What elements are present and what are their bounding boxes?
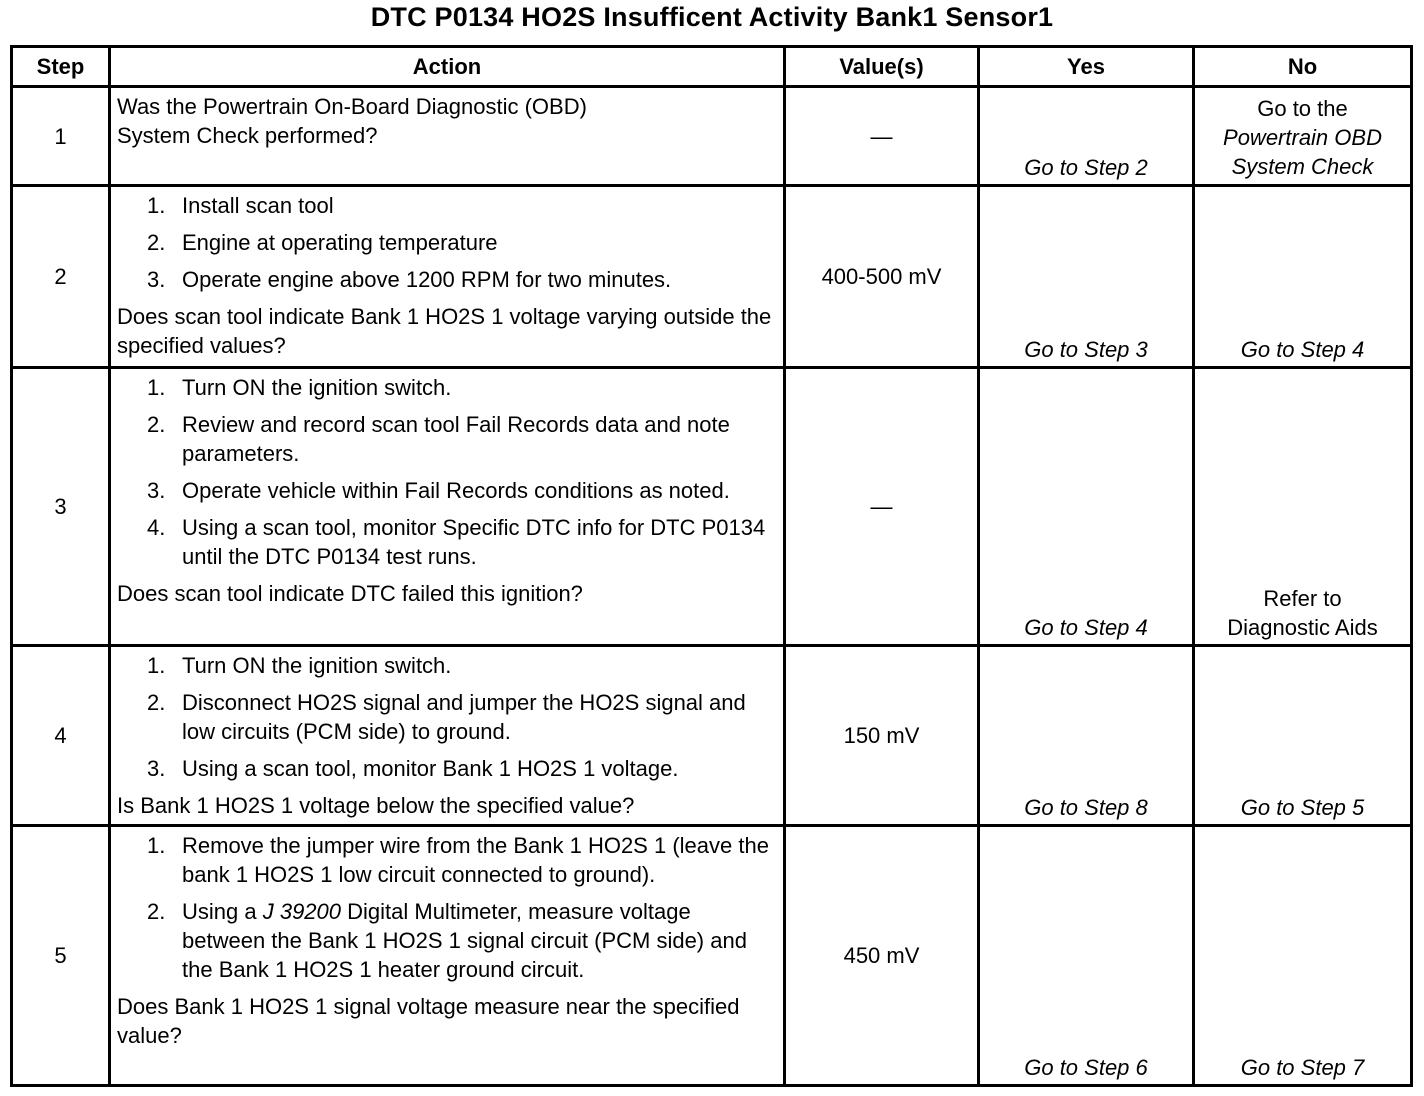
tool-name: J 39200	[262, 899, 342, 924]
value-cell: 150 mV	[785, 646, 979, 826]
action-step-item: 3. Operate vehicle within Fail Records conditions as noted.	[147, 478, 730, 503]
no-cell	[1194, 186, 1412, 368]
yes-cell	[979, 186, 1194, 368]
action-step-item: 4. Using a scan tool, monitor Specific DTC info for DTC P0134 until the DTC P0134 test runs.	[147, 515, 766, 569]
no-link[interactable]: Refer to Diagnostic Aids	[1227, 586, 1378, 640]
yes-cell	[979, 87, 1194, 186]
value-cell: 400-500 mV	[785, 186, 979, 368]
step-number: 3	[12, 368, 110, 646]
header-row	[12, 47, 1412, 87]
value-cell: —	[785, 87, 979, 186]
action-cell	[110, 368, 785, 646]
header-no: No	[1194, 47, 1412, 87]
action-step-item: 2. Using a J 39200 Digital Multimeter, measure voltage between the Bank 1 HO2S 1 signal circuit (PCM side) and the Bank 1 HO2S 1 heater ground circuit.	[147, 899, 747, 982]
no-link[interactable]: Go to Step 4	[1240, 337, 1365, 362]
action-cell	[110, 646, 785, 826]
header-action: Action	[110, 47, 785, 87]
yes-cell	[979, 646, 1194, 826]
no-cell	[1194, 826, 1412, 1086]
no-link[interactable]: Go to Step 5	[1240, 795, 1365, 820]
action-question: Does scan tool indicate DTC failed this ignition?	[117, 581, 583, 606]
action-steps	[117, 191, 777, 294]
action-cell	[110, 186, 785, 368]
yes-cell	[979, 826, 1194, 1086]
action-question: Does scan tool indicate Bank 1 HO2S 1 voltage varying outside the specified values?	[117, 304, 772, 358]
action-step-item: 1. Turn ON the ignition switch.	[147, 375, 452, 400]
action-step-item: 1. Install scan tool	[147, 193, 334, 218]
header-values: Value(s)	[785, 47, 979, 87]
table-row	[12, 186, 1412, 368]
table-row	[12, 826, 1412, 1086]
no-cell	[1194, 646, 1412, 826]
step-number: 1	[12, 87, 110, 186]
no-cell	[1194, 368, 1412, 646]
action-steps	[117, 831, 777, 984]
step-number: 2	[12, 186, 110, 368]
no-link[interactable]: Go to Step 7	[1240, 1055, 1365, 1080]
action-question: Is Bank 1 HO2S 1 voltage below the specified value?	[117, 793, 635, 818]
no-text-line1: Go to the	[1257, 96, 1348, 121]
action-question: Does Bank 1 HO2S 1 signal voltage measure near the specified value?	[117, 994, 740, 1048]
action-cell	[110, 87, 785, 186]
action-step-item: 2. Review and record scan tool Fail Records data and note parameters.	[147, 412, 730, 466]
page-title: DTC P0134 HO2S Insufficent Activity Bank1 Sensor1	[370, 2, 1054, 32]
no-cell	[1194, 87, 1412, 186]
action-step-item: 3. Using a scan tool, monitor Bank 1 HO2S 1 voltage.	[147, 756, 679, 781]
table-row	[12, 646, 1412, 826]
yes-link[interactable]: Go to Step 6	[1024, 1055, 1148, 1080]
action-question: Was the Powertrain On-Board Diagnostic (OBD) System Check performed?	[117, 94, 587, 148]
action-step-item: 3. Operate engine above 1200 RPM for two minutes.	[147, 267, 672, 292]
header-step: Step	[12, 47, 110, 87]
action-step-item: 2. Engine at operating temperature	[147, 230, 498, 255]
yes-cell	[979, 368, 1194, 646]
value-cell: 450 mV	[785, 826, 979, 1086]
yes-link[interactable]: Go to Step 8	[1024, 795, 1148, 820]
yes-link[interactable]: Go to Step 4	[1024, 615, 1148, 640]
action-step-item: 1. Turn ON the ignition switch.	[147, 653, 452, 678]
no-link[interactable]: Powertrain OBD System Check	[1223, 125, 1382, 179]
value-cell: —	[785, 368, 979, 646]
step-number: 5	[12, 826, 110, 1086]
action-step-item: 2. Disconnect HO2S signal and jumper the HO2S signal and low circuits (PCM side) to ground.	[147, 690, 746, 744]
diagnostic-table	[10, 45, 1413, 1087]
yes-link[interactable]: Go to Step 3	[1024, 337, 1148, 362]
action-steps	[117, 651, 777, 783]
yes-link[interactable]: Go to Step 2	[1024, 155, 1148, 180]
header-yes: Yes	[979, 47, 1194, 87]
table-row	[12, 368, 1412, 646]
action-steps	[117, 373, 777, 571]
table-row	[12, 87, 1412, 186]
action-cell	[110, 826, 785, 1086]
step-number: 4	[12, 646, 110, 826]
action-step-item: 1. Remove the jumper wire from the Bank 1 HO2S 1 (leave the bank 1 HO2S 1 low circuit connected to ground).	[147, 833, 769, 887]
